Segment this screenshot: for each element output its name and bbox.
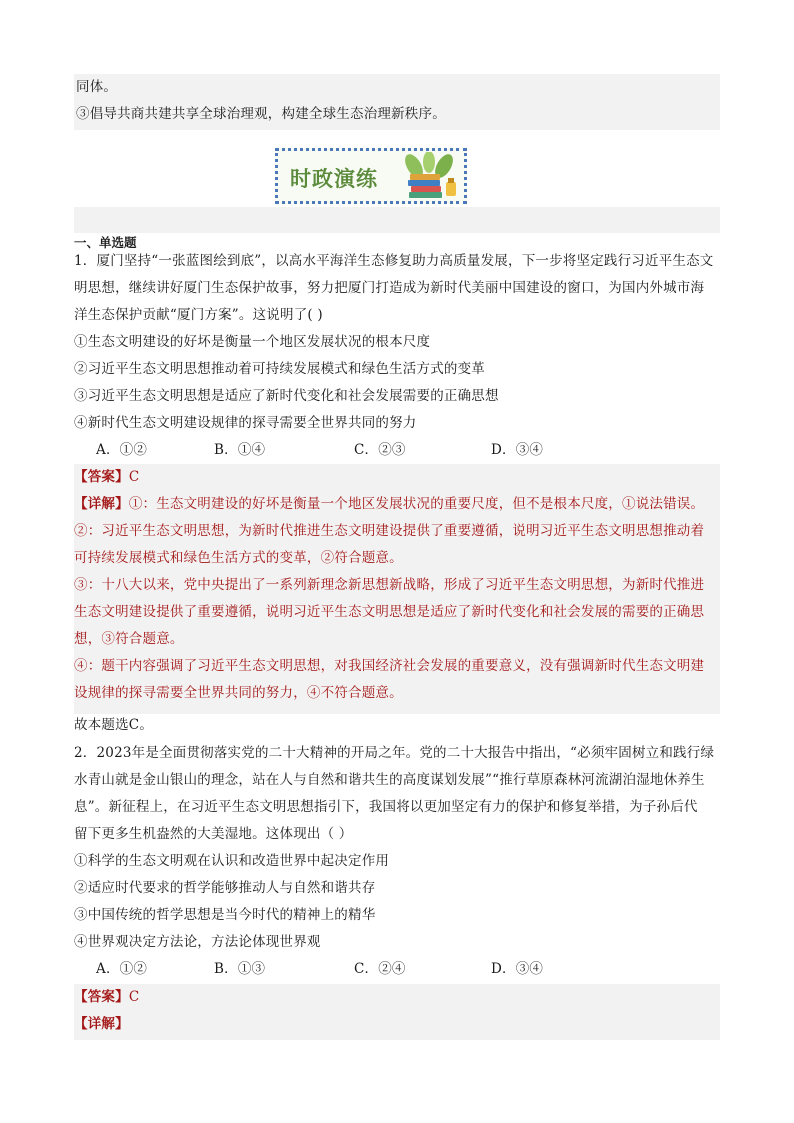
banner-strip bbox=[74, 207, 720, 233]
option-c: C．②③ bbox=[354, 442, 406, 458]
banner-title: 时政演练 bbox=[290, 167, 378, 191]
detail-text: ②：习近平生态文明思想，为新时代推进生态文明建设提供了重要遵循，说明习近平生态文明思想推动着 bbox=[74, 523, 705, 539]
question-stem-line: 洋生态保护贡献“厦门方案”。这说明了( ) bbox=[74, 307, 323, 323]
books-plant-icon bbox=[394, 152, 464, 202]
detail-text: ④：题干内容强调了习近平生态文明思想，对我国经济社会发展的重要意义，没有强调新时代生态文明建 bbox=[74, 658, 705, 674]
detail-label: 【详解】 bbox=[74, 496, 129, 512]
detail-text: 可持续发展模式和绿色生活方式的变革，②符合题意。 bbox=[74, 550, 403, 566]
answer-label: 【答案】 bbox=[74, 469, 129, 485]
detail-text: ①：生态文明建设的好坏是衡量一个地区发展状况的重要尺度，但不是根本尺度，①说法错误。 bbox=[128, 496, 705, 512]
question-item: ①生态文明建设的好坏是衡量一个地区发展状况的根本尺度 bbox=[74, 334, 431, 350]
answer-value: C bbox=[128, 989, 140, 1005]
option-a: A．①② bbox=[96, 961, 148, 977]
detail-line bbox=[74, 1011, 720, 1038]
answer-value: C bbox=[128, 469, 140, 485]
option-c: C．②④ bbox=[354, 961, 406, 977]
question-stem-line: 1．厦门坚持“一张蓝图绘到底”，以高水平海洋生态修复助力高质量发展，下一步将坚定践行习近平生态文 bbox=[74, 253, 714, 269]
previous-answer-block bbox=[74, 74, 720, 130]
section-banner bbox=[275, 148, 467, 204]
detail-line bbox=[74, 491, 720, 518]
answer-line bbox=[74, 464, 720, 491]
question-item: ②习近平生态文明思想推动着可持续发展模式和绿色生活方式的变革 bbox=[74, 361, 485, 377]
option-d: D．③④ bbox=[491, 442, 544, 458]
question-item: ③习近平生态文明思想是适应了新时代变化和社会发展需要的正确思想 bbox=[74, 388, 499, 404]
question-item: ④新时代生态文明建设规律的探寻需要全世界共同的努力 bbox=[74, 415, 417, 431]
detail-text: 想，③符合题意。 bbox=[74, 631, 184, 647]
detail-text: ③：十八大以来，党中央提出了一系列新理念新思想新战略，形成了习近平生态文明思想，为新时代推进 bbox=[74, 577, 705, 593]
question-item: ②适应时代要求的哲学能够推动人与自然和谐共存 bbox=[74, 880, 376, 896]
section-title: 一、单选题 bbox=[74, 235, 137, 250]
detail-text: 生态文明建设提供了重要遵循，说明习近平生态文明思想是适应了新时代变化和社会发展的需要的正确思 bbox=[74, 604, 705, 620]
question-2-answer bbox=[74, 984, 720, 1040]
answer-label: 【答案】 bbox=[74, 989, 129, 1005]
question-item: ①科学的生态文明观在认识和改造世界中起决定作用 bbox=[74, 853, 390, 869]
answer-options bbox=[74, 956, 720, 983]
answer-options bbox=[74, 437, 720, 464]
question-1-conclusion bbox=[74, 712, 720, 739]
text-line: ③倡导共商共建共享全球治理观，构建全球生态治理新秩序。 bbox=[76, 106, 446, 122]
question-item: ④世界观决定方法论，方法论体现世界观 bbox=[74, 934, 321, 950]
option-b: B．①④ bbox=[214, 442, 266, 458]
answer-line bbox=[74, 984, 720, 1011]
question-item: ③中国传统的哲学思想是当今时代的精神上的精华 bbox=[74, 907, 376, 923]
conclusion-text: 故本题选C。 bbox=[74, 717, 154, 733]
text-line: 同体。 bbox=[76, 79, 118, 95]
option-d: D．③④ bbox=[491, 961, 544, 977]
option-b: B．①③ bbox=[214, 961, 266, 977]
question-stem-line: 留下更多生机盎然的大美湿地。这体现出（ ） bbox=[74, 826, 353, 842]
question-1-answer bbox=[74, 464, 720, 714]
question-1 bbox=[74, 248, 720, 464]
question-stem-line: 明思想，继续讲好厦门生态保护故事，努力把厦门打造成为新时代美丽中国建设的窗口，为国内外城市海 bbox=[74, 280, 705, 296]
option-a: A．①② bbox=[96, 442, 148, 458]
question-stem-line: 息”。新征程上，在习近平生态文明思想指引下，我国将以更加坚定有力的保护和修复举措，为子孙后代 bbox=[74, 799, 698, 815]
question-2 bbox=[74, 740, 720, 983]
detail-label: 【详解】 bbox=[74, 1016, 129, 1032]
question-stem-line: 水青山就是金山银山的理念，站在人与自然和谐共生的高度谋划发展”“推行草原森林河流湖泊湿地休养生 bbox=[74, 772, 705, 788]
question-stem-line: 2．2023年是全面贯彻落实党的二十大精神的开局之年。党的二十大报告中指出，“必须牢固树立和践行绿 bbox=[74, 745, 715, 761]
detail-text: 设规律的探寻需要全世界共同的努力，④不符合题意。 bbox=[74, 685, 403, 701]
